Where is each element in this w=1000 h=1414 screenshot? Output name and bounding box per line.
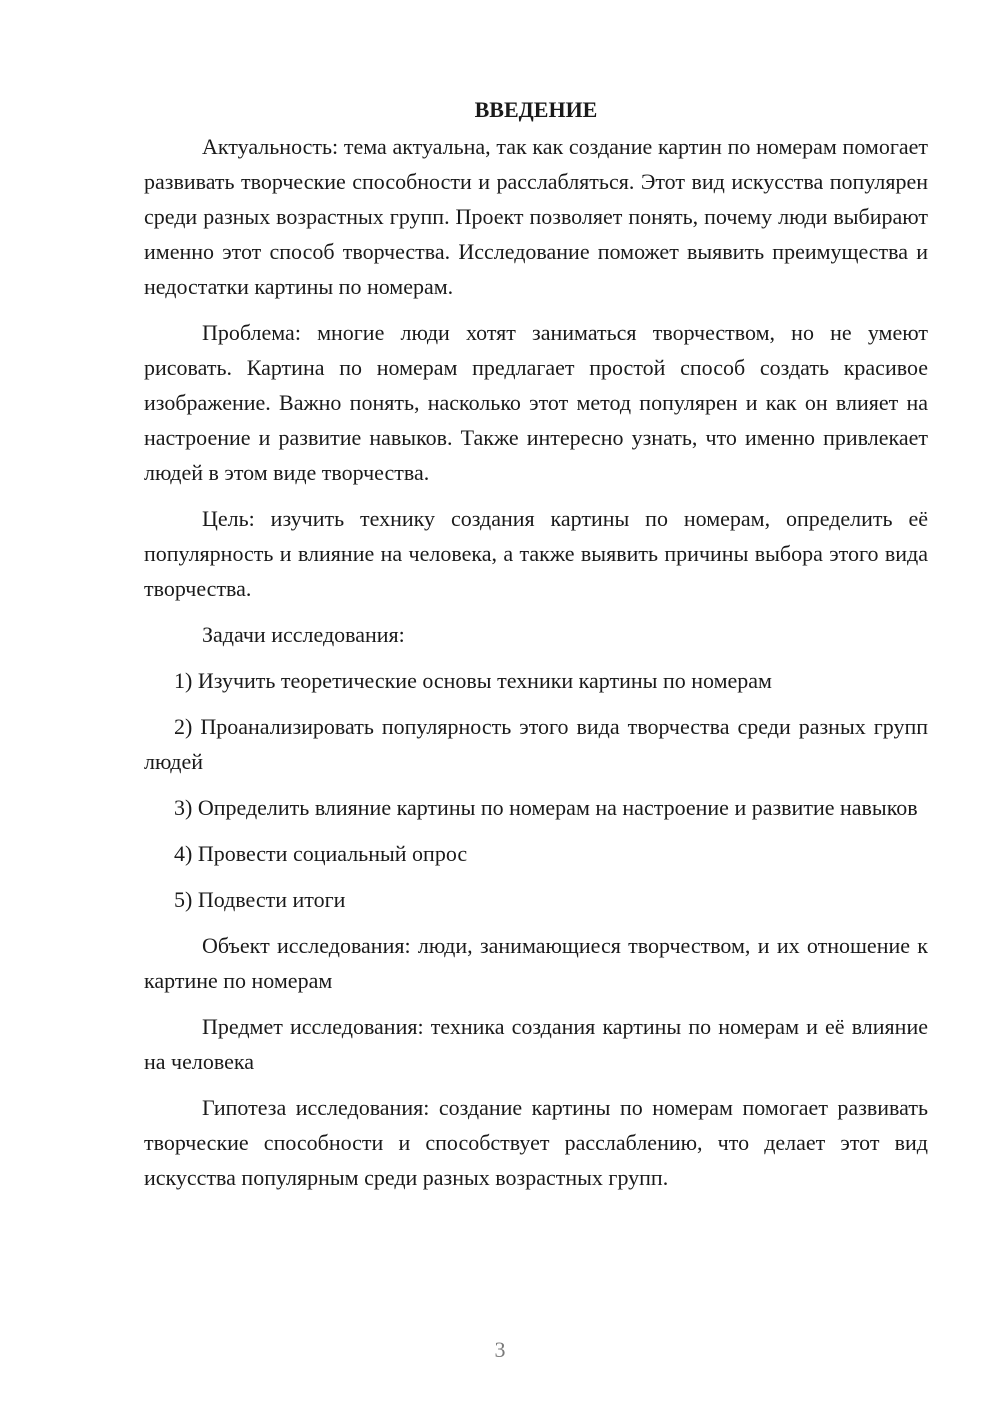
- page-number: 3: [494, 1337, 506, 1362]
- paragraph-goal: Цель: изучить технику создания картины по номерам, определить её популярность и влияние на человека, а также выявить причины выбора этого вида творчества.: [144, 506, 928, 601]
- document-body: [144, 92, 928, 1206]
- tasks-heading: Задачи исследования:: [202, 622, 405, 647]
- task-item-4: 4) Провести социальный опрос: [174, 841, 468, 866]
- paragraph-subject: Предмет исследования: техника создания картины по номерам и её влияние на человека: [144, 1014, 928, 1074]
- task-item-1: 1) Изучить теоретические основы техники картины по номерам: [174, 668, 772, 693]
- paragraph-object: Объект исследования: люди, занимающиеся творчеством, и их отношение к картине по номерам: [144, 933, 928, 993]
- paragraph-hypothesis: Гипотеза исследования: создание картины по номерам помогает развивать творческие способности и способствует расслаблению, что делает этот вид искусства популярным среди разных возрастных групп.: [144, 1095, 928, 1190]
- task-item-5: 5) Подвести итоги: [174, 887, 346, 912]
- paragraph-relevance: Актуальность: тема актуальна, так как создание картин по номерам помогает развивать творческие способности и расслабляться. Этот вид искусства популярен среди разных возрастных групп. Проект позволяет понять, почему люди выбирают именно этот способ творчества. Исследование поможет выявить преимущества и недостатки картины по номерам.: [144, 134, 928, 299]
- task-item-2: 2) Проанализировать популярность этого вида творчества среди разных групп людей: [144, 714, 928, 774]
- page-title: ВВЕДЕНИЕ: [474, 97, 598, 122]
- paragraph-problem: Проблема: многие люди хотят заниматься творчеством, но не умеют рисовать. Картина по номерам предлагает простой способ создать красивое изображение. Важно понять, насколько этот метод популярен и как он влияет на настроение и развитие навыков. Также интересно узнать, что именно привлекает людей в этом виде творчества.: [144, 320, 928, 485]
- task-item-3: 3) Определить влияние картины по номерам на настроение и развитие навыков: [174, 795, 918, 820]
